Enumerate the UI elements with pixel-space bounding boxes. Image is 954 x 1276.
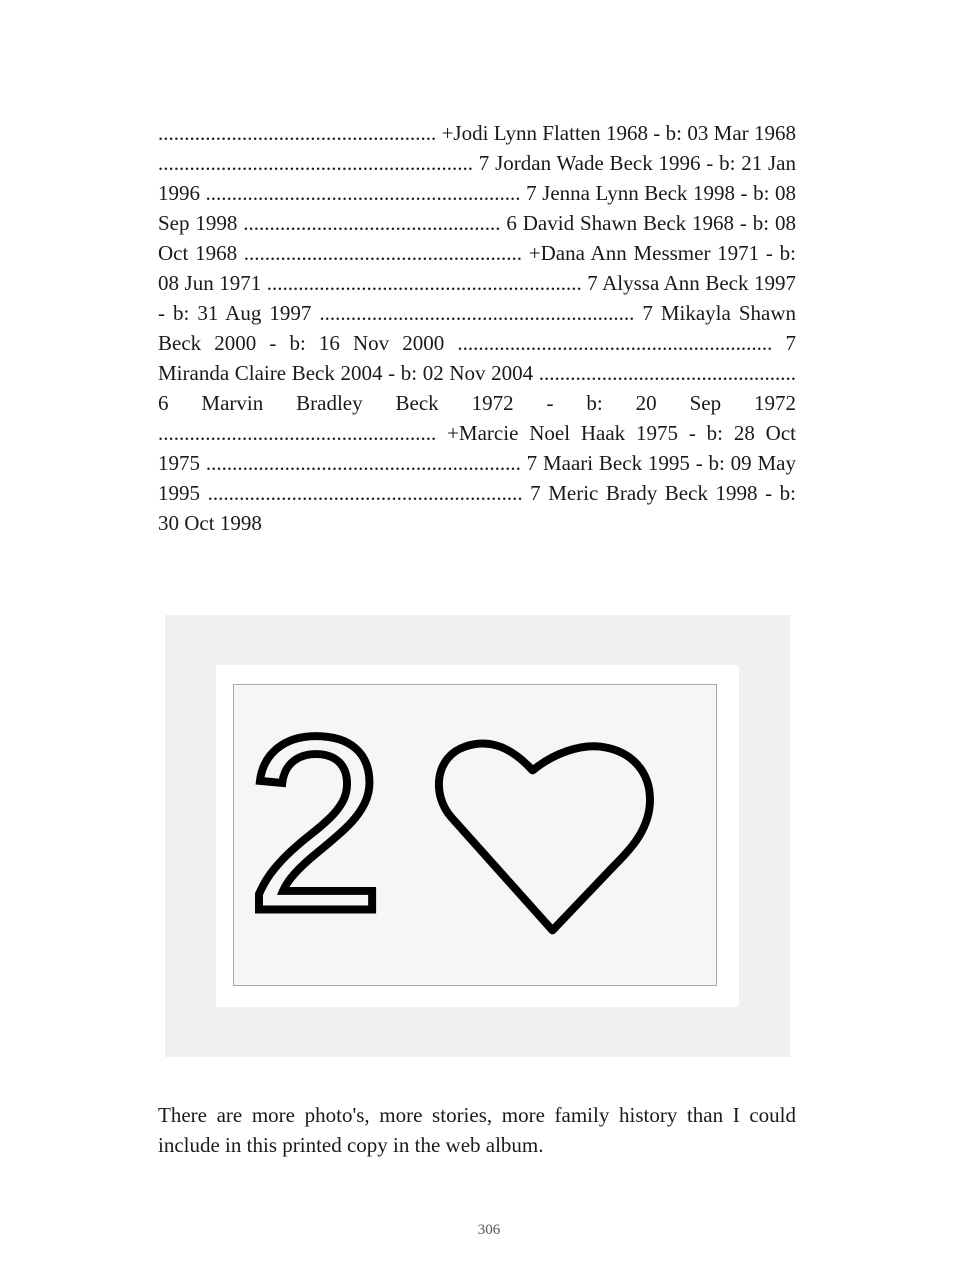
closing-paragraph: There are more photo's, more stories, more family history than I could include in this printed copy in the web album. [158,1103,796,1157]
photo-number: 2 [246,685,385,963]
genealogy-paragraph: ..................................................... +Jodi Lynn Flatten 1968 - b: 03 Mar 1968 ............................................................ 7 Jordan Wade Beck 1996 - b: 21 Jan 1996 ............................................................ 7 Jenna Lynn Beck 1998 - b: 08 Sep 1998 ................................................. 6 David Shawn Beck 1968 - b: 08 Oct 1968 ..................................................... +Dana Ann Messmer 1971 - b: 08 Jun 1971 ............................................................ 7 Alyssa Ann Beck 1997 - b: 31 Aug 1997 ............................................................ 7 Mikayla Shawn Beck 2000 - b: 16 Nov 2000 ............................................................ 7 Miranda Claire Beck 2004 - b: 02 Nov 2004 ................................................. 6 Marvin Bradley Beck 1972 - b: 20 Sep 1972 ..................................................... +Marcie Noel Haak 1975 - b: 28 Oct 1975 ............................................................ 7 Maari Beck 1995 - b: 09 May 1995 ............................................................ 7 Meric Brady Beck 1998 - b: 30 Oct 1998 [158,121,796,535]
heart-icon [439,743,650,930]
twenty-heart-image [233,684,717,986]
page-number: 306 [477,1222,501,1238]
photo-frame [165,615,790,1057]
photo-card [216,665,739,1007]
